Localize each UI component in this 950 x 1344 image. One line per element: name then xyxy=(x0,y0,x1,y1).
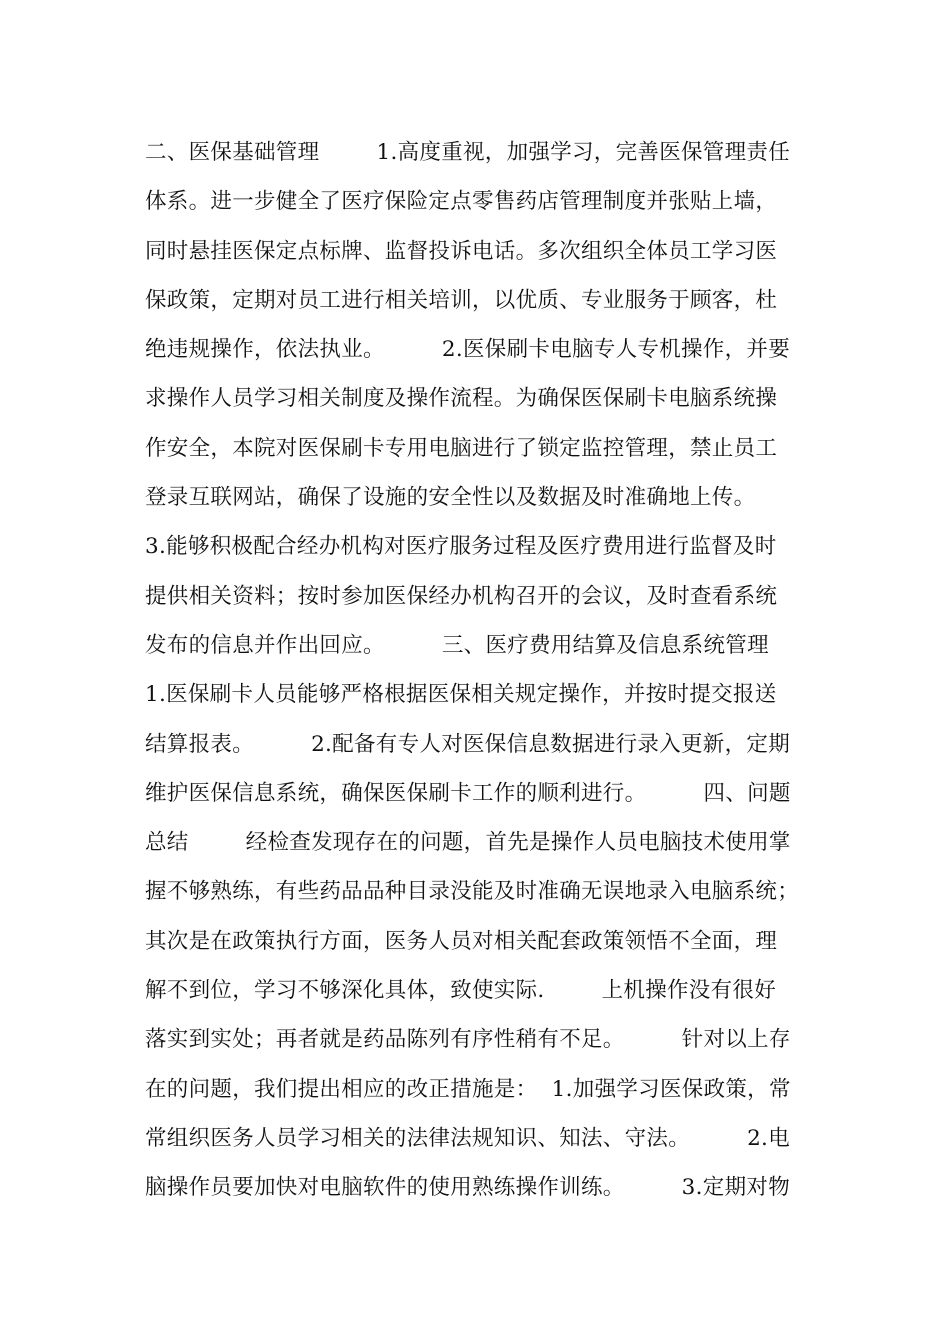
text-line: 落实到实处；再者就是药品陈列有序性稍有不足。 针对以上存 xyxy=(145,1027,791,1053)
text-line: 3.能够积极配合经办机构对医疗服务过程及医疗费用进行监督及时 xyxy=(145,534,777,560)
text-line: 握不够熟练，有些药品品种目录没能及时准确无误地录入电脑系统； xyxy=(145,879,800,905)
text-line: 解不到位，学习不够深化具体，致使实际. 上机操作没有很好 xyxy=(145,978,777,1004)
text-line: 保政策，定期对员工进行相关培训，以优质、专业服务于顾客，杜 xyxy=(145,287,778,313)
text-line: 结算报表。 2.配备有专人对医保信息数据进行录入更新，定期 xyxy=(145,731,790,757)
text-line: 脑操作员要加快对电脑软件的使用熟练操作训练。 3.定期对物 xyxy=(145,1175,790,1201)
text-line: 体系。进一步健全了医疗保险定点零售药店管理制度并张贴上墙， xyxy=(145,189,778,215)
text-line: 作安全，本院对医保刷卡专用电脑进行了锁定监控管理，禁止员工 xyxy=(145,435,778,461)
text-line: 总结 经检查发现存在的问题，首先是操作人员电脑技术使用掌 xyxy=(145,830,791,856)
text-line: 二、医保基础管理 1.高度重视，加强学习，完善医保管理责任 xyxy=(145,140,790,165)
text-line: 提供相关资料；按时参加医保经办机构召开的会议，及时查看系统 xyxy=(145,583,778,609)
text-line: 维护医保信息系统，确保医保刷卡工作的顺利进行。 四、问题 xyxy=(145,780,791,806)
text-line: 求操作人员学习相关制度及操作流程。为确保医保刷卡电脑系统操 xyxy=(145,386,778,412)
text-line: 在的问题，我们提出相应的改正措施是： 1.加强学习医保政策，常 xyxy=(145,1076,791,1102)
text-line: 1.医保刷卡人员能够严格根据医保相关规定操作，并按时提交报送 xyxy=(145,682,777,708)
text-line: 发布的信息并作出回应。 三、医疗费用结算及信息系统管理 xyxy=(145,632,769,658)
document-body xyxy=(145,128,817,1213)
text-line: 绝违规操作，依法执业。 2.医保刷卡电脑专人专机操作，并要 xyxy=(145,337,790,363)
text-line: 登录互联网站，确保了设施的安全性以及数据及时准确地上传。 xyxy=(145,485,756,511)
text-line: 其次是在政策执行方面，医务人员对相关配套政策领悟不全面，理 xyxy=(145,928,778,954)
text-line: 常组织医务人员学习相关的法律法规知识、知法、守法。 2.电 xyxy=(145,1125,790,1151)
text-line: 同时悬挂医保定点标牌、监督投诉电话。多次组织全体员工学习医 xyxy=(145,238,778,264)
